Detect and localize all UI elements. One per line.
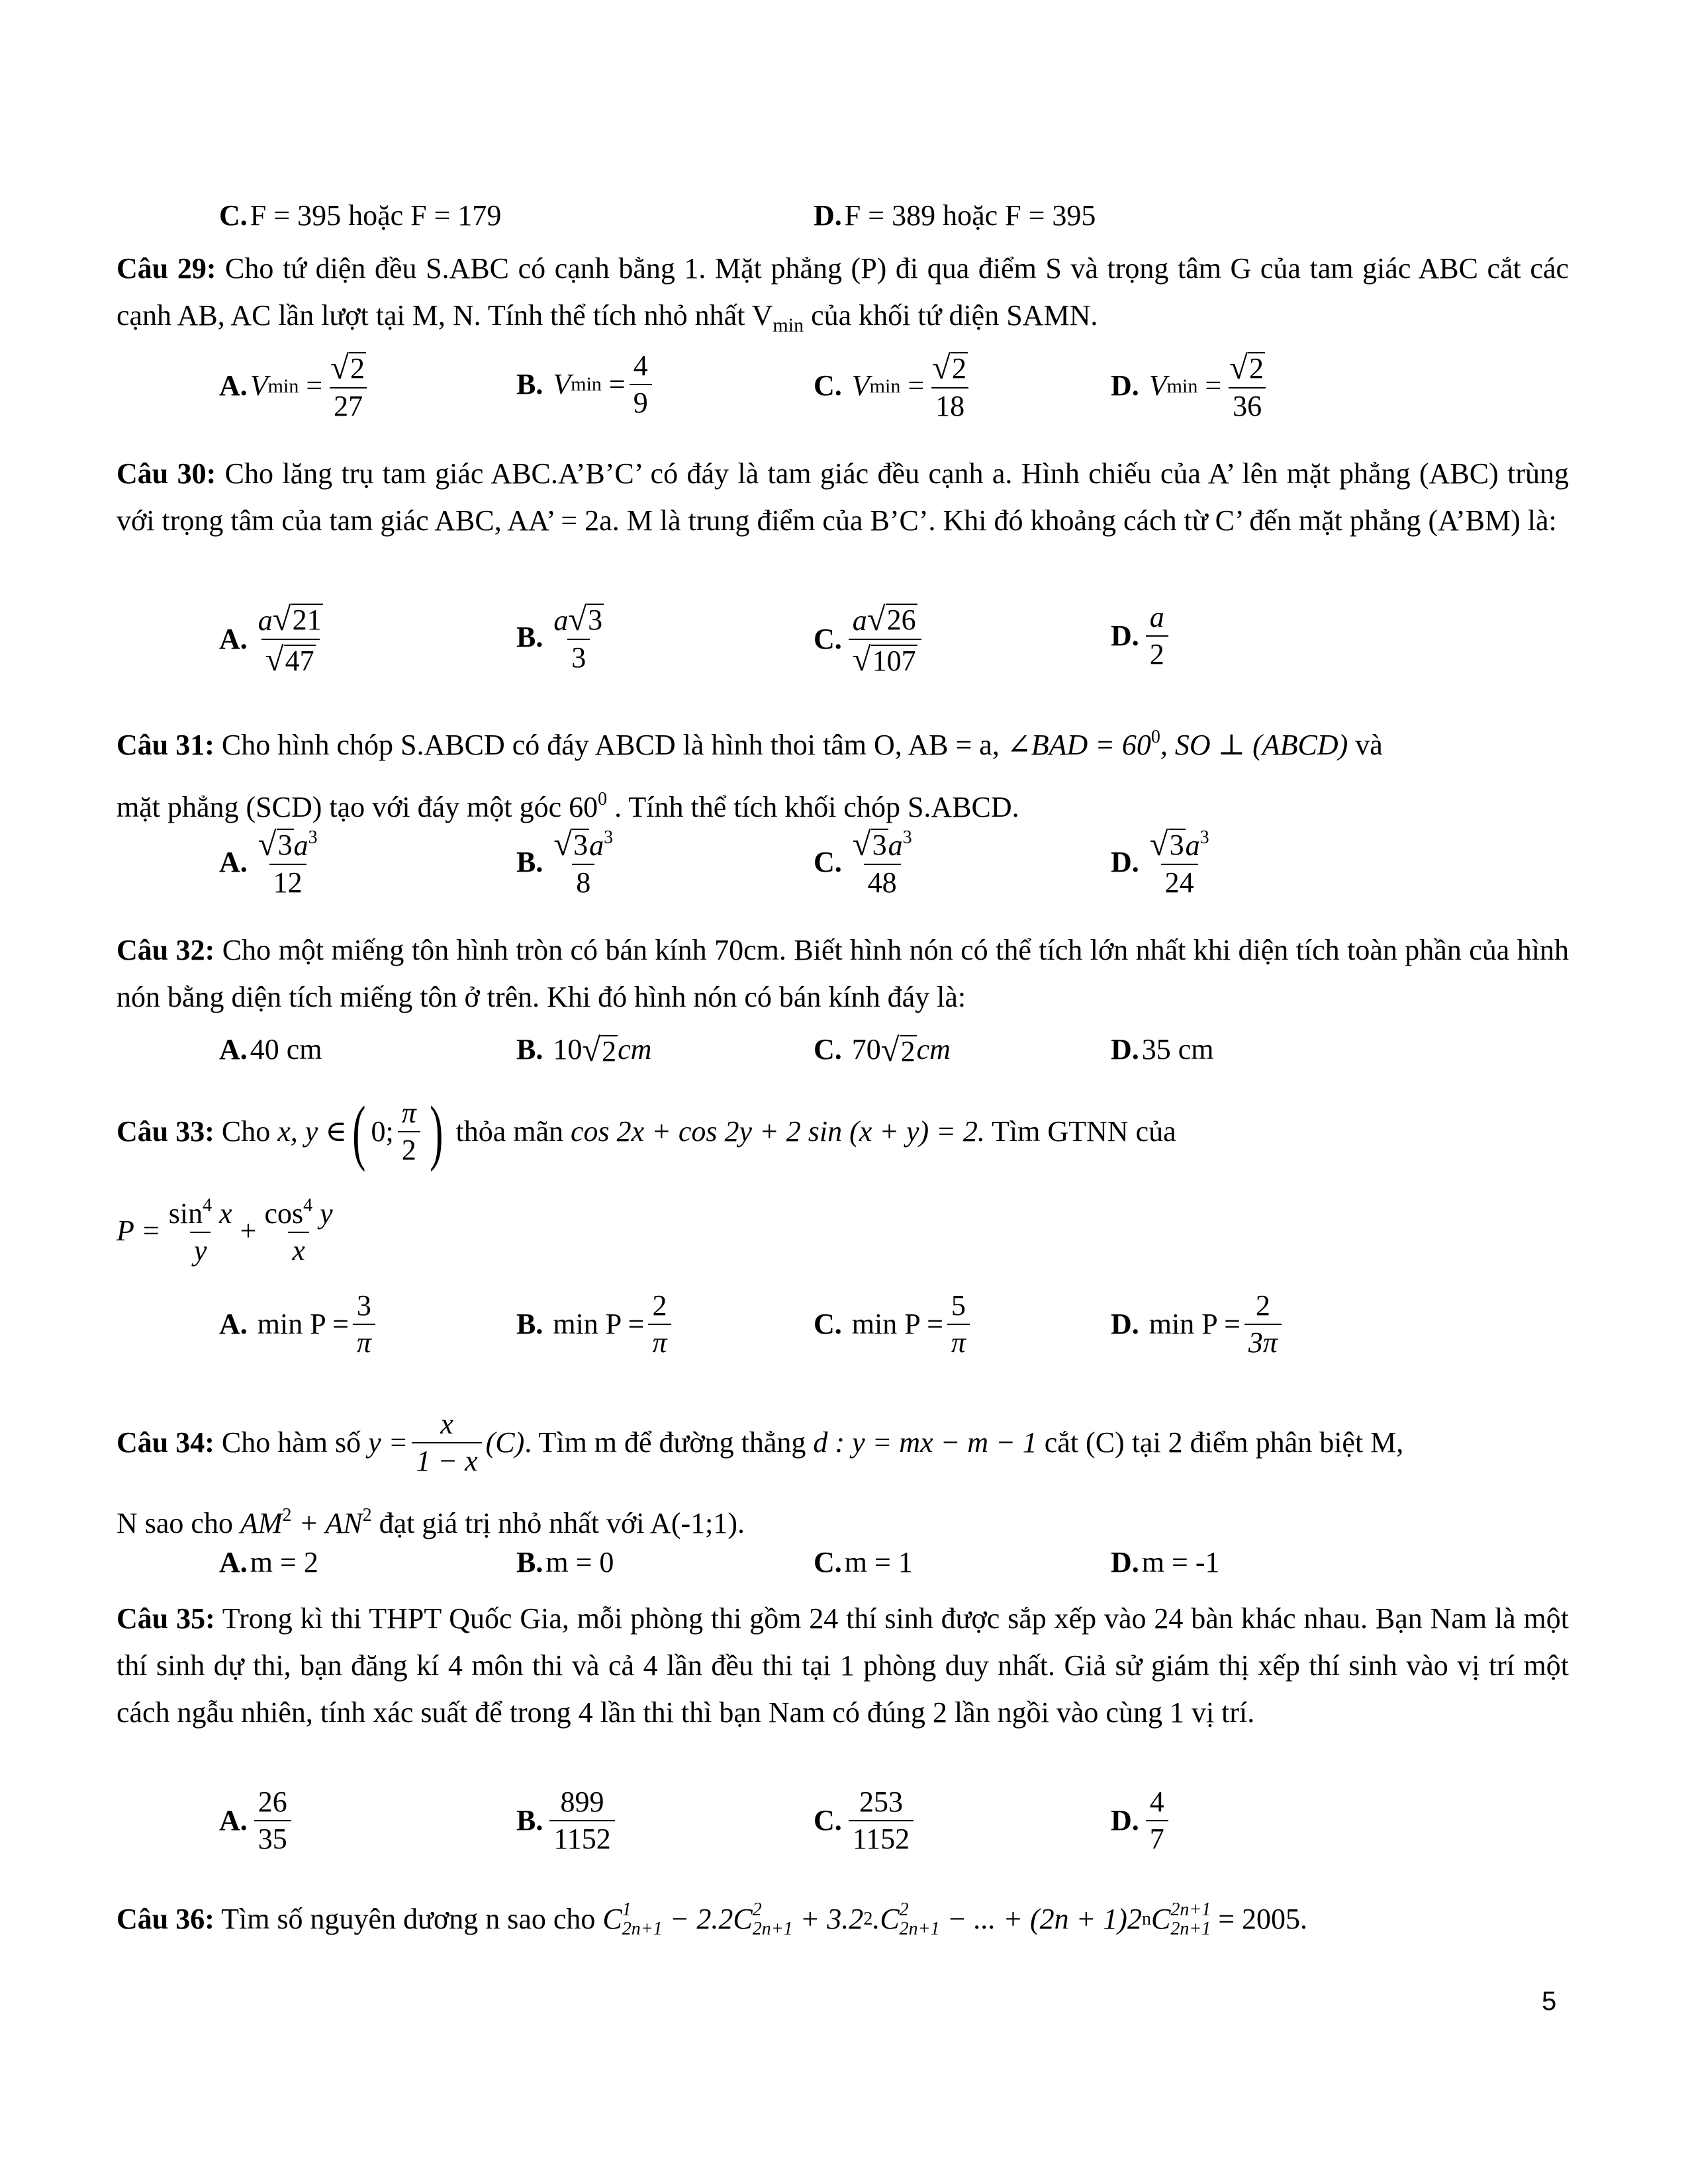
q29-text: Câu 29: Cho tứ diện đều S.ABC có cạnh bằng 1. Mặt phẳng (P) đi qua điểm S và trọng tâm G của tam giác ABC cắt các cạnh AB, AC lần lượt tại M, N. Tính thể tích nhỏ nhất $V_{min}$ của khối tứ diện SAMN. (117, 252, 1569, 336)
q34-text: Câu 34: Cho hàm số y = $\frac{x}{1 - x}$ (C) . Tìm m để đường thẳng d : y = mx − m − 1 cắt (C) tại 2 điểm phân biệt M, (117, 1407, 1404, 1477)
q35-option-b: B. $\frac{899}{1152}$ (516, 1787, 619, 1854)
q33-option-a: A. min P = $\frac{3}{\pi}$ (219, 1291, 379, 1358)
q34-option-b: B. m = 0 (516, 1546, 614, 1578)
q29-option-c: C. V min = √ 2 18 (814, 351, 976, 422)
q30-option-d: D. $\frac{a}{2}$ (1111, 602, 1172, 670)
q33-expression: P = $\frac{\sin^4 x}{y}$ + $\frac{\cos^4 y}{x}$ (117, 1195, 333, 1267)
q31-text: Câu 31: Cho hình chóp S.ABCD có đáy ABCD là hình thoi tâm O, AB = a, ∠BAD = $60^0$, SO ⊥ (ABCD) và mặt phẳng (SCD) tạo với đáy một góc $60^0$ . Tính thể tích khối chóp S.ABCD. (117, 727, 1383, 823)
q33-left-paren: ( (352, 1091, 366, 1172)
q33-text: Câu 33: Cho x, y ∈ ( 0; $\frac{\pi}{2}$ ) thỏa mãn cos 2x + cos 2y + 2 sin (x + y) = 2. Tìm GTNN của (117, 1091, 1176, 1172)
q30-option-b: B. a √ 3 3 (516, 600, 603, 674)
q32-options (219, 1032, 1671, 1072)
question-34 (117, 1396, 1569, 1489)
q33-option-c: C. min P = $\frac{5}{\pi}$ (814, 1291, 974, 1358)
q34-text-line2: N sao cho $AM^2 + AN^2$ đạt giá trị nhỏ nhất với A(-1;1). (117, 1505, 745, 1539)
q31-option-b: B. √ 3 $a^3$ 8 (516, 825, 614, 899)
q34-option-a: A. m = 2 (219, 1546, 318, 1578)
q33-right-paren: ) (430, 1091, 444, 1172)
q31-options (219, 827, 1671, 913)
q32-text: Câu 32: Cho một miếng tôn hình tròn có bán kính 70cm. Biết hình nón có thể tích lớn nhất khi diện tích toàn phần của hình nón bằng diện tích miếng tôn ở trên. Khi đó hình nón có bán kính đáy là: (117, 934, 1569, 1013)
q29-option-a: A. V min = √ 2 27 (219, 351, 374, 422)
q28-options (219, 199, 1671, 238)
q34-options (219, 1545, 1671, 1585)
q30-text: Câu 30: Cho lăng trụ tam giác ABC.A’B’C’ có đáy là tam giác đều cạnh a. Hình chiếu của A’ lên mặt phẳng (ABC) trùng với trọng tâm của tam giác ABC, AA’ = 2a. M là trung điểm của B’C’. Khi đó khoảng cách từ C’ đến mặt phẳng (A’BM) là: (117, 457, 1570, 537)
q36-text: Câu 36: Tìm số nguyên dương n sao cho C 1 2n+1 − 2.2C 2 2n+1 + 3.2 2 .C 2 2n+1 − ... + (2n + 1)2 n C 2n+1 2n+1 = 2005. (117, 1899, 1308, 1939)
question-33 (117, 1085, 1569, 1178)
q32-option-c: C. 70 √ 2 cm (814, 1031, 951, 1069)
question-29 (117, 245, 1569, 349)
q29-options (219, 351, 1671, 437)
q32-option-d: D. 35 cm (1111, 1033, 1214, 1066)
question-35 (117, 1595, 1569, 1736)
q31-option-c: C. √ 3 $a^3$ 48 (814, 825, 912, 899)
q35-options (219, 1787, 1671, 1873)
q28-option-d: D. F = 389 hoặc F = 395 (814, 199, 1096, 232)
q33-option-d: D. min P = $\frac{2}{3\pi}$ (1111, 1291, 1286, 1358)
q29-option-d: D. V min = √ 2 36 (1111, 351, 1273, 422)
page-number: 5 (1542, 1987, 1557, 2016)
q35-option-d: D. $\frac{4}{7}$ (1111, 1787, 1172, 1854)
q32-option-a: A. 40 cm (219, 1033, 322, 1066)
q34-option-c: C. m = 1 (814, 1546, 913, 1578)
q29-option-b: B. V min = $\frac{4}{9}$ (516, 351, 656, 418)
q35-text: Câu 35: Trong kì thi THPT Quốc Gia, mỗi phòng thi gồm 24 thí sinh được sắp xếp vào 24 bàn khác nhau. Bạn Nam là một thí sinh dự thi, bạn đăng kí 4 môn thi và cả 4 lần đều thi tại 1 phòng duy nhất. Giả sử giám thị xếp thí sinh vào vị trí một cách ngẫu nhiên, tính xác suất để trong 4 lần thi thì bạn Nam có đúng 2 lần ngồi vào cùng 1 vị trí. (117, 1602, 1569, 1729)
q34-option-d: D. m = -1 (1111, 1546, 1220, 1578)
q30-option-c: C. a √ 26 √ 107 (814, 602, 925, 676)
q28-option-c: C. F = 395 hoặc F = 179 (219, 199, 502, 232)
q33-option-b: B. min P = $\frac{2}{\pi}$ (516, 1291, 675, 1358)
question-32 (117, 927, 1569, 1021)
q30-options (219, 602, 1671, 695)
q32-option-b: B. 10 √ 2 cm (516, 1031, 652, 1069)
q30-option-a: A. a √ 21 √ 47 (219, 600, 322, 678)
question-31 (117, 710, 1569, 835)
q35-option-c: C. $\frac{253}{1152}$ (814, 1787, 917, 1854)
question-36 (117, 1893, 1569, 1946)
q31-option-d: D. √ 3 $a^3$ 24 (1111, 825, 1209, 899)
q31-option-a: A. √ 3 $a^3$ 12 (219, 825, 318, 899)
q33-options (219, 1291, 1671, 1377)
q35-option-a: A. $\frac{26}{35}$ (219, 1787, 295, 1854)
question-30 (117, 450, 1569, 544)
